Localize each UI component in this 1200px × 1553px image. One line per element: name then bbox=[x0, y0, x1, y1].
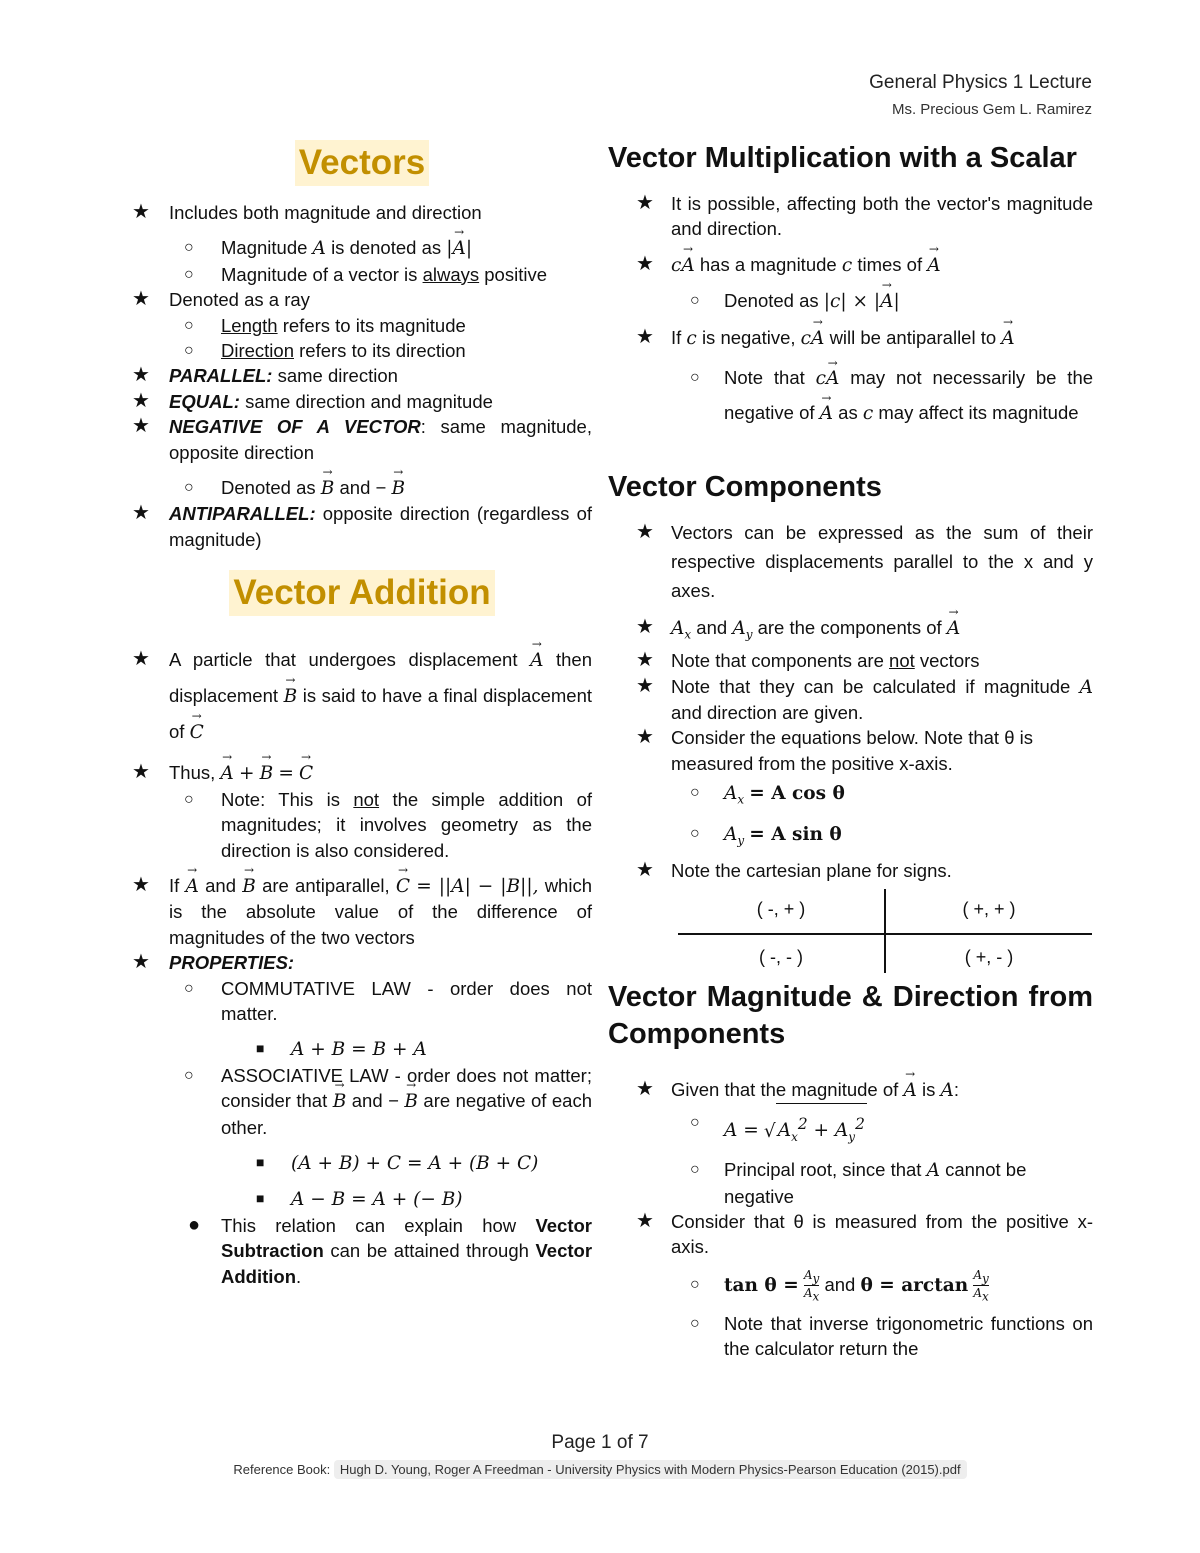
list-item: ■ A − B = A + (− B) bbox=[132, 1186, 592, 1212]
circle-bullet-icon: ○ bbox=[184, 479, 194, 497]
quadrant-2: ( -, + ) bbox=[756, 898, 806, 919]
list-item: ★ Includes both magnitude and direction bbox=[132, 200, 592, 225]
list-item: ★ EQUAL: same direction and magnitude bbox=[132, 389, 592, 414]
star-bullet-icon: ★ bbox=[636, 674, 654, 697]
dot-bullet-icon: ● bbox=[188, 1213, 201, 1236]
list-item: ○ $A_y = A$ sin θ bbox=[608, 817, 1093, 858]
list-item: ★ If c is negative, c→ A will be antiparallel to → A bbox=[608, 325, 1093, 351]
star-bullet-icon: ★ bbox=[636, 1210, 654, 1232]
list-item: ■ A + B = B + A bbox=[132, 1036, 592, 1062]
list-item: ★ If → A and → B are antiparallel, → C = ||A| − |B||, which is the absolute value of the difference of magnitudes of the two vectors bbox=[132, 873, 592, 950]
reference-link[interactable]: Hugh D. Young, Roger A Freedman - University Physics with Modern Physics-Pearson Education (2015).pdf bbox=[334, 1460, 967, 1479]
components-title: Vector Components bbox=[608, 471, 882, 504]
star-bullet-icon: ★ bbox=[636, 858, 654, 881]
list-item: ★ ANTIPARALLEL: opposite direction (regardless of magnitude) bbox=[132, 502, 592, 550]
star-bullet-icon: ★ bbox=[636, 616, 654, 639]
circle-bullet-icon: ○ bbox=[690, 292, 700, 310]
star-bullet-icon: ★ bbox=[636, 726, 654, 749]
star-bullet-icon: ★ bbox=[132, 502, 150, 525]
quadrant-3: ( -, - ) bbox=[759, 946, 803, 967]
list-item: ★ A particle that undergoes displacement → A then displacement → B is said to have a final displacement of → C bbox=[132, 642, 592, 750]
list-item: ★ Given that the magnitude of → A is A: bbox=[608, 1077, 1093, 1103]
circle-bullet-icon: ○ bbox=[184, 342, 194, 360]
list-item: ○ Note: This is not the simple addition of magnitudes; it involves geometry as the direction is also considered. bbox=[184, 788, 592, 861]
circle-bullet-icon: ○ bbox=[690, 1114, 700, 1132]
circle-bullet-icon: ○ bbox=[690, 824, 700, 842]
list-item: ○ Direction refers to its direction bbox=[132, 338, 592, 363]
list-item: ○ tan θ = $\frac{A_y}{A_x}$ and θ = arctan $\frac{A_y}{A_x}$ bbox=[608, 1260, 1093, 1311]
instructor-name: Ms. Precious Gem L. Ramirez bbox=[891, 101, 1092, 118]
quadrant-1: ( +, + ) bbox=[962, 898, 1016, 919]
list-item: ★ $A_x$ and $A_y$ are the components of → A bbox=[608, 615, 1093, 648]
quadrant-4: ( +, - ) bbox=[964, 946, 1014, 967]
list-item: ● This relation can explain how Vector Subtraction can be attained through Vector Addition. bbox=[188, 1213, 593, 1287]
square-bullet-icon: ■ bbox=[256, 1153, 265, 1170]
list-item: ○ COMMUTATIVE LAW - order does not matter. bbox=[184, 977, 592, 1024]
star-bullet-icon: ★ bbox=[132, 415, 150, 438]
star-bullet-icon: ★ bbox=[132, 951, 150, 974]
list-item: ○ Magnitude of a vector is always positive bbox=[132, 262, 592, 287]
scalar-title: Vector Multiplication with a Scalar bbox=[608, 142, 1077, 174]
vector-addition-title: Vector Addition bbox=[229, 570, 494, 616]
circle-bullet-icon: ○ bbox=[184, 790, 194, 808]
circle-bullet-icon: ○ bbox=[184, 1066, 194, 1084]
circle-bullet-icon: ○ bbox=[184, 265, 194, 283]
list-item: ★ PARALLEL: same direction bbox=[132, 363, 592, 388]
list-item: ○ A = √ $A_x^2 + A_y^2$ bbox=[608, 1103, 1093, 1157]
reference-line bbox=[0, 1462, 1200, 1477]
list-item: ○ Length refers to its magnitude bbox=[132, 313, 592, 338]
reference-label: Reference Book: bbox=[233, 1462, 331, 1477]
list-item: ★ Consider that θ is measured from the positive x-axis. bbox=[636, 1210, 1093, 1258]
list-item: ○ $A_x = A$ cos θ bbox=[608, 776, 1093, 817]
list-item: ○ Magnitude A is denoted as |→ A| bbox=[132, 235, 592, 261]
list-item: ○ Note that c→ A may not necessarily be the negative of → A as c may affect its magnitude bbox=[608, 361, 1093, 431]
list-item: ○ Principal root, since that A cannot be negative bbox=[690, 1159, 1027, 1207]
square-bullet-icon: ■ bbox=[256, 1190, 265, 1207]
left-column bbox=[132, 140, 592, 1289]
circle-bullet-icon: ○ bbox=[184, 239, 194, 257]
list-item: ★ Vectors can be expressed as the sum of their respective displacements parallel to the x and y axes. bbox=[608, 518, 1093, 605]
list-item: ○ ASSOCIATIVE LAW - order does not matter; consider that → B and − → B are negative of each other. bbox=[132, 1063, 592, 1140]
star-bullet-icon: ★ bbox=[132, 364, 150, 387]
list-item: ★ Thus, → A + → B = → C bbox=[132, 760, 592, 786]
star-bullet-icon: ★ bbox=[132, 873, 150, 896]
circle-bullet-icon: ○ bbox=[184, 316, 194, 334]
circle-bullet-icon: ○ bbox=[690, 784, 700, 802]
list-item: ○ Denoted as |c| × |→ A| bbox=[608, 288, 1093, 314]
star-bullet-icon: ★ bbox=[636, 325, 654, 348]
square-bullet-icon: ■ bbox=[256, 1040, 265, 1057]
list-item: ★ Note that components are not vectors bbox=[608, 648, 1093, 673]
star-bullet-icon: ★ bbox=[636, 1077, 654, 1100]
list-item: ★ PROPERTIES: bbox=[132, 950, 592, 975]
list-item: ○ Denoted as → B and − → B bbox=[132, 475, 592, 501]
star-bullet-icon: ★ bbox=[636, 252, 654, 275]
magnitude-direction-title: Vector Magnitude & Direction from Components bbox=[608, 980, 1093, 1050]
circle-bullet-icon: ○ bbox=[690, 1314, 700, 1332]
list-item: ■ (A + B) + C = A + (B + C) bbox=[132, 1150, 592, 1176]
circle-bullet-icon: ○ bbox=[690, 1161, 700, 1179]
star-bullet-icon: ★ bbox=[132, 201, 150, 223]
list-item: ★ Note that they can be calculated if magnitude A and direction are given. bbox=[636, 674, 1093, 723]
star-bullet-icon: ★ bbox=[132, 648, 150, 671]
course-title: General Physics 1 Lecture bbox=[869, 72, 1092, 93]
circle-bullet-icon: ○ bbox=[184, 979, 194, 997]
page-number: Page 1 of 7 bbox=[551, 1432, 649, 1453]
circle-bullet-icon: ○ bbox=[690, 1275, 700, 1293]
circle-bullet-icon: ○ bbox=[690, 369, 700, 387]
star-bullet-icon: ★ bbox=[132, 389, 150, 412]
cartesian-sign-table bbox=[678, 889, 1092, 973]
list-item: ★ Consider the equations below. Note that θ is measured from the positive x-axis. bbox=[636, 726, 1034, 774]
star-bullet-icon: ★ bbox=[636, 521, 654, 544]
vectors-title: Vectors bbox=[295, 140, 429, 186]
star-bullet-icon: ★ bbox=[636, 649, 654, 672]
star-bullet-icon: ★ bbox=[132, 288, 150, 311]
list-item: ★ Denoted as a ray bbox=[132, 287, 592, 312]
star-bullet-icon: ★ bbox=[636, 192, 654, 214]
list-item: ○ Note that inverse trigonometric functions on the calculator return the bbox=[690, 1312, 1093, 1360]
list-item: ★ NEGATIVE OF A VECTOR: same magnitude, opposite direction bbox=[132, 415, 592, 463]
right-column bbox=[608, 140, 1093, 1362]
list-item: ★ Note the cartesian plane for signs. bbox=[608, 858, 1093, 883]
star-bullet-icon: ★ bbox=[132, 761, 150, 784]
list-item: ★ c→ A has a magnitude c times of → A bbox=[608, 252, 1093, 278]
list-item: ★ It is possible, affecting both the vector's magnitude and direction. bbox=[636, 192, 1093, 240]
